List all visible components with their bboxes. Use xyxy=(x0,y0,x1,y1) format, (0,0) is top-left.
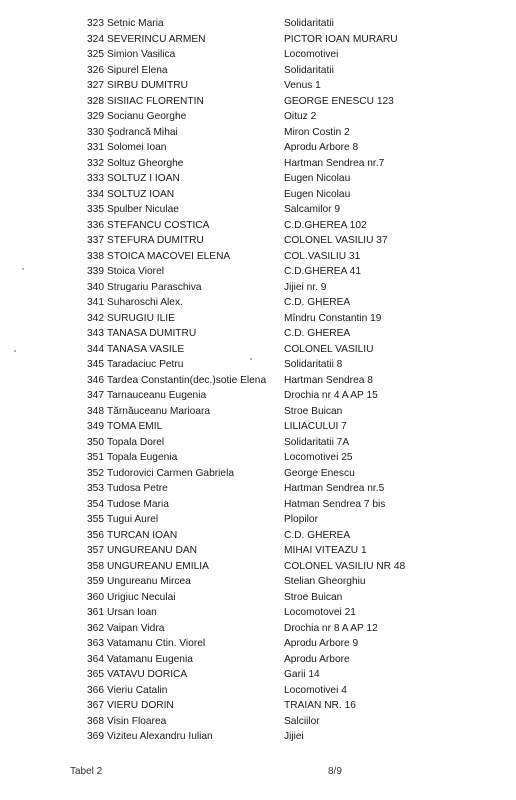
table-row xyxy=(0,32,516,48)
entry-number: 355 xyxy=(87,514,104,525)
entry-name: TANASA VASILE xyxy=(107,343,185,355)
table-row xyxy=(0,450,516,466)
entry-address: Garii 14 xyxy=(284,669,320,680)
entry-address: Aprodu Arbore 8 xyxy=(284,142,359,153)
entry-address: Hatman Sendrea 7 bis xyxy=(284,498,386,510)
table-row xyxy=(0,109,516,125)
table-row xyxy=(0,373,516,389)
entry-name: Socianu Georghe xyxy=(107,111,187,122)
entry-address: PICTOR IOAN MURARU xyxy=(284,33,398,45)
scan-speck xyxy=(22,268,24,270)
entry-address: Plopilor xyxy=(284,514,318,525)
entry-address: Salcamilor 9 xyxy=(284,204,341,215)
entry-address: C.D. GHEREA xyxy=(284,328,351,339)
entry-number: 347 xyxy=(87,390,104,401)
entry-address: LILIACULUI 7 xyxy=(284,421,347,432)
entry-name: VIERU DORIN xyxy=(107,700,174,711)
entry-number: 336 xyxy=(87,219,104,231)
table-row xyxy=(0,481,516,497)
entry-number: 333 xyxy=(87,173,104,184)
table-row xyxy=(0,590,516,606)
entry-name: Suharoschi Alex. xyxy=(107,297,183,308)
entry-address: Jijiei nr. 9 xyxy=(284,281,327,293)
entry-number: 362 xyxy=(87,622,104,634)
entry-number: 360 xyxy=(87,591,104,603)
entry-number: 338 xyxy=(87,250,104,262)
entry-address: Oituz 2 xyxy=(284,111,317,122)
entry-number: 349 xyxy=(87,421,104,432)
entry-address: Locomotivei 25 xyxy=(284,452,353,463)
table-row xyxy=(0,667,516,683)
entry-number: 367 xyxy=(87,700,104,711)
table-row xyxy=(0,357,516,373)
entry-name: Tarnauceanu Eugenia xyxy=(107,390,207,401)
entry-number: 361 xyxy=(87,607,104,618)
table-row xyxy=(0,497,516,513)
table-row xyxy=(0,404,516,420)
scan-speck xyxy=(250,358,252,360)
table-row xyxy=(0,16,516,32)
entry-name: Ungureanu Mircea xyxy=(107,576,191,587)
entry-address: Solidaritatii 8 xyxy=(284,359,343,370)
table-row xyxy=(0,342,516,358)
entry-number: 369 xyxy=(87,731,104,742)
table-row xyxy=(0,47,516,63)
entry-number: 353 xyxy=(87,483,104,494)
entry-name: SURUGIU ILIE xyxy=(107,312,175,324)
entry-address: Miron Costin 2 xyxy=(284,126,350,138)
table-row xyxy=(0,264,516,280)
entry-address: Aprodu Arbore xyxy=(284,653,350,665)
entry-name: Ursan Ioan xyxy=(107,607,157,618)
entry-address: COLONEL VASILIU NR 48 xyxy=(284,560,406,572)
entry-address: COLONEL VASILIU xyxy=(284,343,374,355)
table-row xyxy=(0,280,516,296)
entry-address: COL.VASILIU 31 xyxy=(284,250,361,262)
entry-address: Hartman Sendrea 8 xyxy=(284,374,373,386)
entry-name: UNGUREANU DAN xyxy=(107,545,197,556)
entry-number: 342 xyxy=(87,312,104,324)
entry-name: Visin Floarea xyxy=(107,715,167,727)
entry-name: Tardea Constantin(dec.)sotie Elena xyxy=(107,374,267,386)
entry-name: TURCAN IOAN xyxy=(107,529,178,541)
table-row xyxy=(0,202,516,218)
entry-address: GEORGE ENESCU 123 xyxy=(284,95,394,107)
entry-address: Aprodu Arbore 9 xyxy=(284,638,359,649)
entry-name: Solomei Ioan xyxy=(107,142,167,153)
entry-address: Solidaritatii xyxy=(284,64,334,76)
entry-name: STEFURA DUMITRU xyxy=(107,235,204,246)
table-row xyxy=(0,559,516,575)
entry-name: SOLTUZ IOAN xyxy=(107,188,175,200)
entry-name: Soltuz Gheorghe xyxy=(107,157,184,169)
entry-number: 334 xyxy=(87,188,104,200)
entry-address: MIHAI VITEAZU 1 xyxy=(284,545,367,556)
entry-name: Vieriu Catalin xyxy=(107,684,168,696)
table-row xyxy=(0,652,516,668)
entry-number: 365 xyxy=(87,669,104,680)
entry-number: 339 xyxy=(87,266,104,277)
entry-number: 356 xyxy=(87,529,104,541)
entry-name: TANASA DUMITRU xyxy=(107,328,197,339)
entry-address: C.D. GHEREA xyxy=(284,297,351,308)
table-row xyxy=(0,636,516,652)
table-row xyxy=(0,218,516,234)
entry-number: 351 xyxy=(87,452,104,463)
entry-address: Eugen Nicolau xyxy=(284,188,351,200)
entry-number: 341 xyxy=(87,297,104,308)
entry-address: Jijiei xyxy=(284,731,304,742)
entry-number: 344 xyxy=(87,343,104,355)
entry-address: Locomotovei 21 xyxy=(284,607,356,618)
entry-number: 330 xyxy=(87,126,104,138)
table-row xyxy=(0,187,516,203)
table-row xyxy=(0,698,516,714)
entry-address: C.D.GHEREA 102 xyxy=(284,219,367,231)
entry-number: 335 xyxy=(87,204,104,215)
entry-address: C.D. GHEREA xyxy=(284,529,351,541)
entry-number: 358 xyxy=(87,560,104,572)
table-row xyxy=(0,249,516,265)
table-row xyxy=(0,388,516,404)
table-row xyxy=(0,125,516,141)
entry-name: Setnic Maria xyxy=(107,18,164,29)
entry-name: VATAVU DORICA xyxy=(107,669,188,680)
entries-table xyxy=(0,16,516,745)
entry-address: Stroe Buican xyxy=(284,591,343,603)
entry-name: SOLTUZ I IOAN xyxy=(107,173,180,184)
table-row xyxy=(0,311,516,327)
entry-number: 329 xyxy=(87,111,104,122)
table-row xyxy=(0,63,516,79)
entry-address: Solidaritatii xyxy=(284,18,334,29)
entry-name: Strugariu Paraschiva xyxy=(107,281,202,293)
entry-name: Tugui Aurel xyxy=(107,514,159,525)
entry-address: Mîndru Constantin 19 xyxy=(284,312,382,324)
entry-address: COLONEL VASILIU 37 xyxy=(284,235,388,246)
entry-name: Şodrancă Mihai xyxy=(107,126,178,138)
entry-number: 368 xyxy=(87,715,104,727)
entry-number: 363 xyxy=(87,638,104,649)
table-row xyxy=(0,419,516,435)
entry-number: 324 xyxy=(87,33,104,45)
entry-address: Hartman Sendrea nr.5 xyxy=(284,483,385,494)
table-row xyxy=(0,621,516,637)
entry-number: 354 xyxy=(87,498,104,510)
table-row xyxy=(0,326,516,342)
entry-number: 328 xyxy=(87,95,104,107)
entry-address: Drochia nr 4 A AP 15 xyxy=(284,390,378,401)
entry-name: SEVERINCU ARMEN xyxy=(107,33,206,45)
entry-number: 337 xyxy=(87,235,104,246)
entry-name: Simion Vasilica xyxy=(107,49,176,60)
entry-number: 352 xyxy=(87,467,104,479)
entry-name: Tudosa Petre xyxy=(107,483,168,494)
entry-name: Vaipan Vidra xyxy=(107,622,165,634)
entry-name: UNGUREANU EMILIA xyxy=(107,560,209,572)
table-row xyxy=(0,528,516,544)
table-row xyxy=(0,512,516,528)
table-row xyxy=(0,140,516,156)
entry-number: 332 xyxy=(87,157,104,169)
entry-address: Eugen Nicolau xyxy=(284,173,351,184)
table-row xyxy=(0,156,516,172)
entry-address: Locomotivei 4 xyxy=(284,684,347,696)
table-row xyxy=(0,78,516,94)
entry-name: TOMA EMIL xyxy=(107,421,163,432)
table-row xyxy=(0,605,516,621)
entry-address: Solidaritatii 7A xyxy=(284,436,350,448)
entry-name: Topala Dorel xyxy=(107,436,165,448)
entry-number: 346 xyxy=(87,374,104,386)
entry-number: 327 xyxy=(87,80,104,91)
entry-name: Topala Eugenia xyxy=(107,452,178,463)
entry-address: Venus 1 xyxy=(284,80,321,91)
entry-address: Locomotivei xyxy=(284,49,339,60)
footer-page-number: 8/9 xyxy=(328,766,342,777)
entry-name: SISIIAC FLORENTIN xyxy=(107,95,204,107)
entry-number: 325 xyxy=(87,49,104,60)
entry-number: 323 xyxy=(87,18,104,29)
entry-address: Hartman Sendrea nr.7 xyxy=(284,157,385,169)
table-row xyxy=(0,94,516,110)
entry-name: SIRBU DUMITRU xyxy=(107,80,188,91)
entry-name: STOICA MACOVEI ELENA xyxy=(107,250,231,262)
entry-name: Stoica Viorel xyxy=(107,266,165,277)
entry-name: Vatamanu Eugenia xyxy=(107,653,193,665)
entry-number: 350 xyxy=(87,436,104,448)
entry-name: Viziteu Alexandru Iulian xyxy=(107,731,213,742)
entry-address: TRAIAN NR. 16 xyxy=(284,700,356,711)
table-row xyxy=(0,543,516,559)
table-row xyxy=(0,714,516,730)
entry-name: Urigiuc Neculai xyxy=(107,591,176,603)
table-row xyxy=(0,171,516,187)
entry-number: 343 xyxy=(87,328,104,339)
entry-name: Tudorovici Carmen Gabriela xyxy=(107,467,235,479)
entry-name: Sipurel Elena xyxy=(107,64,168,76)
entry-number: 345 xyxy=(87,359,104,370)
table-row xyxy=(0,729,516,745)
table-row xyxy=(0,466,516,482)
table-row xyxy=(0,435,516,451)
entry-number: 359 xyxy=(87,576,104,587)
table-row xyxy=(0,683,516,699)
entry-name: Vatamanu Ctin. Viorel xyxy=(107,638,206,649)
entry-address: C.D.GHEREA 41 xyxy=(284,266,361,277)
table-row xyxy=(0,574,516,590)
entry-address: Stelian Gheorghiu xyxy=(284,576,366,587)
table-row xyxy=(0,295,516,311)
entry-name: Spulber Niculae xyxy=(107,204,179,215)
entry-number: 340 xyxy=(87,281,104,293)
entry-number: 326 xyxy=(87,64,104,76)
entry-name: Tudose Maria xyxy=(107,498,169,510)
entry-number: 364 xyxy=(87,653,104,665)
entry-address: Salciilor xyxy=(284,715,320,727)
scan-speck xyxy=(14,350,16,352)
entry-name: STEFANCU COSTICA xyxy=(107,219,210,231)
entry-name: Tărnăuceanu Marioara xyxy=(107,405,211,417)
entry-number: 348 xyxy=(87,405,104,417)
entry-number: 357 xyxy=(87,545,104,556)
entry-number: 366 xyxy=(87,684,104,696)
entry-address: George Enescu xyxy=(284,467,355,479)
table-row xyxy=(0,233,516,249)
entry-address: Drochia nr 8 A AP 12 xyxy=(284,622,378,634)
entry-address: Stroe Buican xyxy=(284,405,343,417)
footer-table-label: Tabel 2 xyxy=(70,766,103,777)
entry-number: 331 xyxy=(87,142,104,153)
entry-name: Taradaciuc Petru xyxy=(107,359,184,370)
